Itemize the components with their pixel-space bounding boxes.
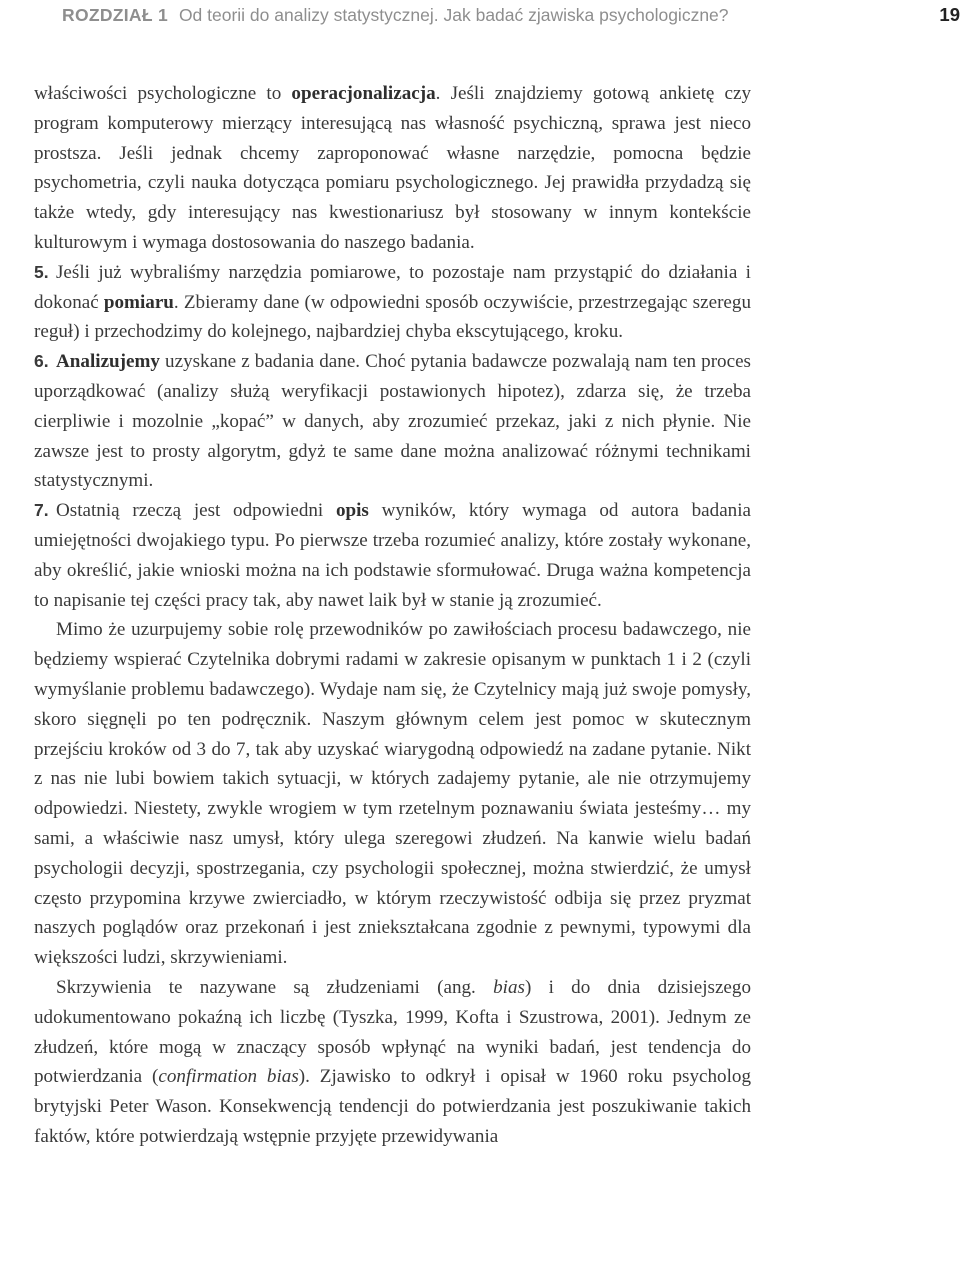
list-item: [34, 496, 751, 615]
bold-term: operacjonalizacja: [291, 83, 436, 104]
list-item-text: [34, 496, 751, 615]
list-item-number: 6.: [34, 351, 49, 372]
body-paragraph: [34, 973, 751, 1152]
italic-term: bias: [493, 976, 525, 998]
bold-term: opis: [335, 500, 369, 522]
list-item: [34, 347, 751, 496]
text-run: wyników, który wymaga od autora badania umiejętności dwojakiego typu. Po pierwsze trzeba rozumieć analizy, które zostały wykonane, aby określić, jakie wnioski można na ich podstawie sformułować. Druga ważna kompetencja to napisanie tej części pracy tak, aby nawet laik był w stanie ją zrozumieć.: [34, 500, 751, 611]
page-number: 19: [939, 4, 960, 25]
bold-term: Analizujemy: [56, 351, 160, 373]
chapter-label: ROZDZIAŁ 1: [62, 5, 169, 25]
list-item-number: 7.: [34, 500, 49, 521]
continuation-paragraph: [34, 79, 751, 258]
text-run: . Jeśli znajdziemy gotową ankietę czy program komputerowy mierzący interesującą nas własność psychiczną, sprawa jest nieco prostsza. Jeśli jednak chcemy zaproponować własne narzędzie, pomocna będzie psychometria, czyli nauka dotycząca pomiaru psychologicznego. Jej prawidła przydadzą się także wtedy, gdy interesujący nas kwestionariusz był stosowany w innym kontekście kulturowym i wymaga dostosowania do naszego badania.: [34, 83, 752, 253]
text-run: Jeśli już wybraliśmy narzędzia pomiarowe, to pozostaje nam przystąpić do działania i dokonać: [34, 261, 751, 313]
text-run: . Zbieramy dane (w odpowiedni sposób oczywiście, przestrzegając szeregu reguł) i przechodzimy do kolejnego, najbardziej chyba ekscytującego, kroku.: [34, 291, 751, 343]
list-item-number: 5.: [34, 261, 49, 282]
text-run: właściwości psychologiczne to: [34, 83, 292, 104]
list-item-text: [34, 258, 751, 347]
text-run: ). Zjawisko to odkrył i opisał w 1960 roku psycholog brytyjski Peter Wason. Konsekwencją tendencji do potwierdzania jest poszukiwanie takich faktów, które potwierdzają wstępnie przyjęte przewidywania: [34, 1066, 751, 1147]
text-run: Skrzywienia te nazywane są złudzeniami (ang.: [56, 976, 494, 998]
bold-term: pomiaru: [103, 291, 174, 313]
list-item: [34, 258, 751, 347]
page-body: [34, 79, 751, 1152]
text-run: uzyskane z badania dane. Choć pytania badawcze pozwalają nam ten proces uporządkować (analizy służą weryfikacji postawionych hipotez), zdarza się, że trzeba cierpliwie i mozolnie „kopać” w danych, aby zrozumieć przekaz, jaki z nich płynie. Nie zawsze jest to prosty algorytm, gdyż te same dane można analizować różnymi technikami statystycznymi.: [34, 351, 751, 492]
body-paragraph: Mimo że uzurpujemy sobie rolę przewodników po zawiłościach procesu badawczego, nie będziemy wspierać Czytelnika dobrymi radami w zakresie opisanym w punktach 1 i 2 (czyli wymyślanie problemu badawczego). Wydaje nam się, że Czytelnicy mają już swoje pomysły, skoro sięgnęli po ten podręcznik. Naszym głównym celem jest pomoc w skutecznym przejściu kroków od 3 do 7, tak aby uzyskać wiarygodną odpowiedź na zadane pytanie. Nikt z nas nie lubi bowiem takich sytuacji, w których zadajemy pytanie, ale nie otrzymujemy odpowiedzi. Niestety, zwykle wrogiem w tym rzetelnym poznawaniu świata jesteśmy… my sami, a właściwie nasz umysł, który ulega szeregowi złudzeń. Na kanwie wielu badań psychologii decyzji, spostrzegania, czy psychologii społecznej, można stwierdzić, że umysł często przypomina krzywe zwierciadło, w którym rzeczywistość odbija się przez pryzmat naszych poglądów oraz przekonań i jest zniekształcana zgodnie z pewnymi, typowymi dla większości ludzi, skrzywieniami.: [34, 619, 751, 969]
chapter-title: Od teorii do analizy statystycznej. Jak badać zjawiska psychologiczne?: [178, 5, 729, 25]
list-item-text: [34, 347, 751, 496]
text-run: Ostatnią rzeczą jest odpowiedni: [56, 500, 336, 522]
running-header: [62, 2, 960, 32]
text-run: ) i do dnia dzisiejszego udokumentowano pokaźną ich liczbę (Tyszka, 1999, Kofta i Szustrowa, 2001). Jednym ze złudzeń, które mogą w znaczący sposób wpłynąć na wyniki badań, jest tendencja do potwierdzania (: [34, 976, 751, 1088]
italic-term: confirmation bias: [158, 1066, 299, 1088]
